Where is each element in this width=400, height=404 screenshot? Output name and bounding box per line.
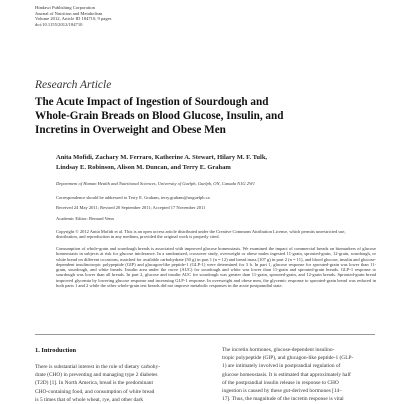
body-column-left — [35, 363, 182, 404]
abstract: Consumption of whole-grain and sourdough breads is associated with improved glucose homeostasis. We examined the impact of commercial breads on biomarkers of glucose homeostasis in subjects at risk for glucose intolerance. In a randomized, crossover study, overweight or obese males ingested 11-grain, sprouted-grain, 12-grain, sourdough, or white bread on different occasions, matched for available carbohydrate (50 g) in part 1 (n = 12) and bread mass (107 g) in part 2 (n = 11), and blood glucose, insulin and glucose-dependent insulinotropic polypeptide (GIP) and glucagon-like peptide-1 (GLP-1) were determined for 3 h. In part 1, glucose response for sprouted-grain was lower than 11-grain, sourdough, and white breads. Insulin area under the curve (AUC) for sourdough and white was lower than 11-grain and sprouted-grain breads. GLP-1 response to sourdough was lower than all breads. In part 2, glucose and insulin AUC for sourdough was greater than 11-grain, sprouted-grain, and 12-grain breads. Sprouted-grain bread improved glycemia by lowering glucose response and increasing GLP-1 response. In overweight and obese men, the glycemic response to sprouted-grain bread was reduced in both parts 1 and 2 while the other whole-grain test breads did not improve metabolic responses in the acute postprandial state. — [56, 246, 376, 289]
section-divider — [35, 334, 375, 335]
body-line: drate (CHO) in preventing and managing type 2 diabetes — [35, 372, 158, 379]
author-list — [56, 153, 376, 173]
title-line: The Acute Impact of Ingestion of Sourdough and — [35, 96, 269, 108]
body-column-right — [222, 346, 375, 403]
volume-info: Volume 2012, Article ID 184710, 9 pages — [35, 16, 112, 22]
affiliation: Department of Human Health and Nutritional Sciences, University of Guelph, Guelph, ON, Canada N1G 2W1 — [56, 181, 255, 186]
author-line: Anita Mofidi, Zachary M. Ferraro, Katherine A. Stewart, Hilary M. F. Tulk, — [56, 154, 268, 161]
title-line: Whole-Grain Breads on Blood Glucose, Insulin, and — [35, 110, 284, 122]
author-line: Lindsay E. Robinson, Alison M. Duncan, and Terry E. Graham — [56, 164, 231, 171]
doi: doi:10.1155/2012/184710 — [35, 21, 83, 27]
article-title — [35, 95, 375, 137]
academic-editor: Academic Editor: Bernard Venn — [56, 216, 114, 221]
article-dates: Received 24 May 2011; Revised 20 September 2011; Accepted 17 November 2011 — [56, 205, 206, 210]
body-line: CHO-containing food, and consumption of white bread — [35, 388, 155, 395]
body-line: is 5 times that of whole wheat, rye, and other dark — [35, 396, 144, 403]
body-line: of the postprandial insulin release in response to CHO — [222, 379, 339, 386]
title-line: Incretins in Overweight and Obese Men — [35, 124, 226, 136]
body-line: 1) are intimately involved in postprandial regulation of — [222, 363, 341, 370]
article-type-label: Research Article — [35, 79, 112, 91]
body-line: tropic polypeptide (GIP), and glucagon-like peptide-1 (GLP- — [222, 355, 354, 362]
body-line: (T2D) [1]. In North America, bread is the predominant — [35, 380, 153, 387]
copyright-notice: Copyright © 2012 Anita Mofidi et al. This is an open access article distributed under the Creative Commons Attribution License, which permits unrestricted use, distribution, and reproduction in any medium, provided the original work is properly cited. — [56, 229, 346, 240]
publisher-name: Hindawi Publishing Corporation — [35, 5, 95, 10]
journal-header — [35, 5, 111, 27]
body-line: ingestion is caused by these gut-derived hormones [14– — [222, 388, 342, 395]
body-line: The incretin hormones, glucose-dependent insulino- — [222, 347, 335, 353]
body-line: glucose homeostasis. It is estimated that approximately half — [222, 371, 351, 378]
body-line: 17]. Thus, the magnitude of the incretin response is vital — [222, 396, 344, 403]
body-line: There is substantial interest in the role of dietary carbohy- — [35, 364, 160, 370]
journal-name: Journal of Nutrition and Metabolism — [35, 10, 103, 16]
section-heading: 1. Introduction — [35, 347, 77, 354]
correspondence: Correspondence should be addressed to Terry E. Graham, terry.graham@uoguelph.ca — [56, 195, 210, 200]
